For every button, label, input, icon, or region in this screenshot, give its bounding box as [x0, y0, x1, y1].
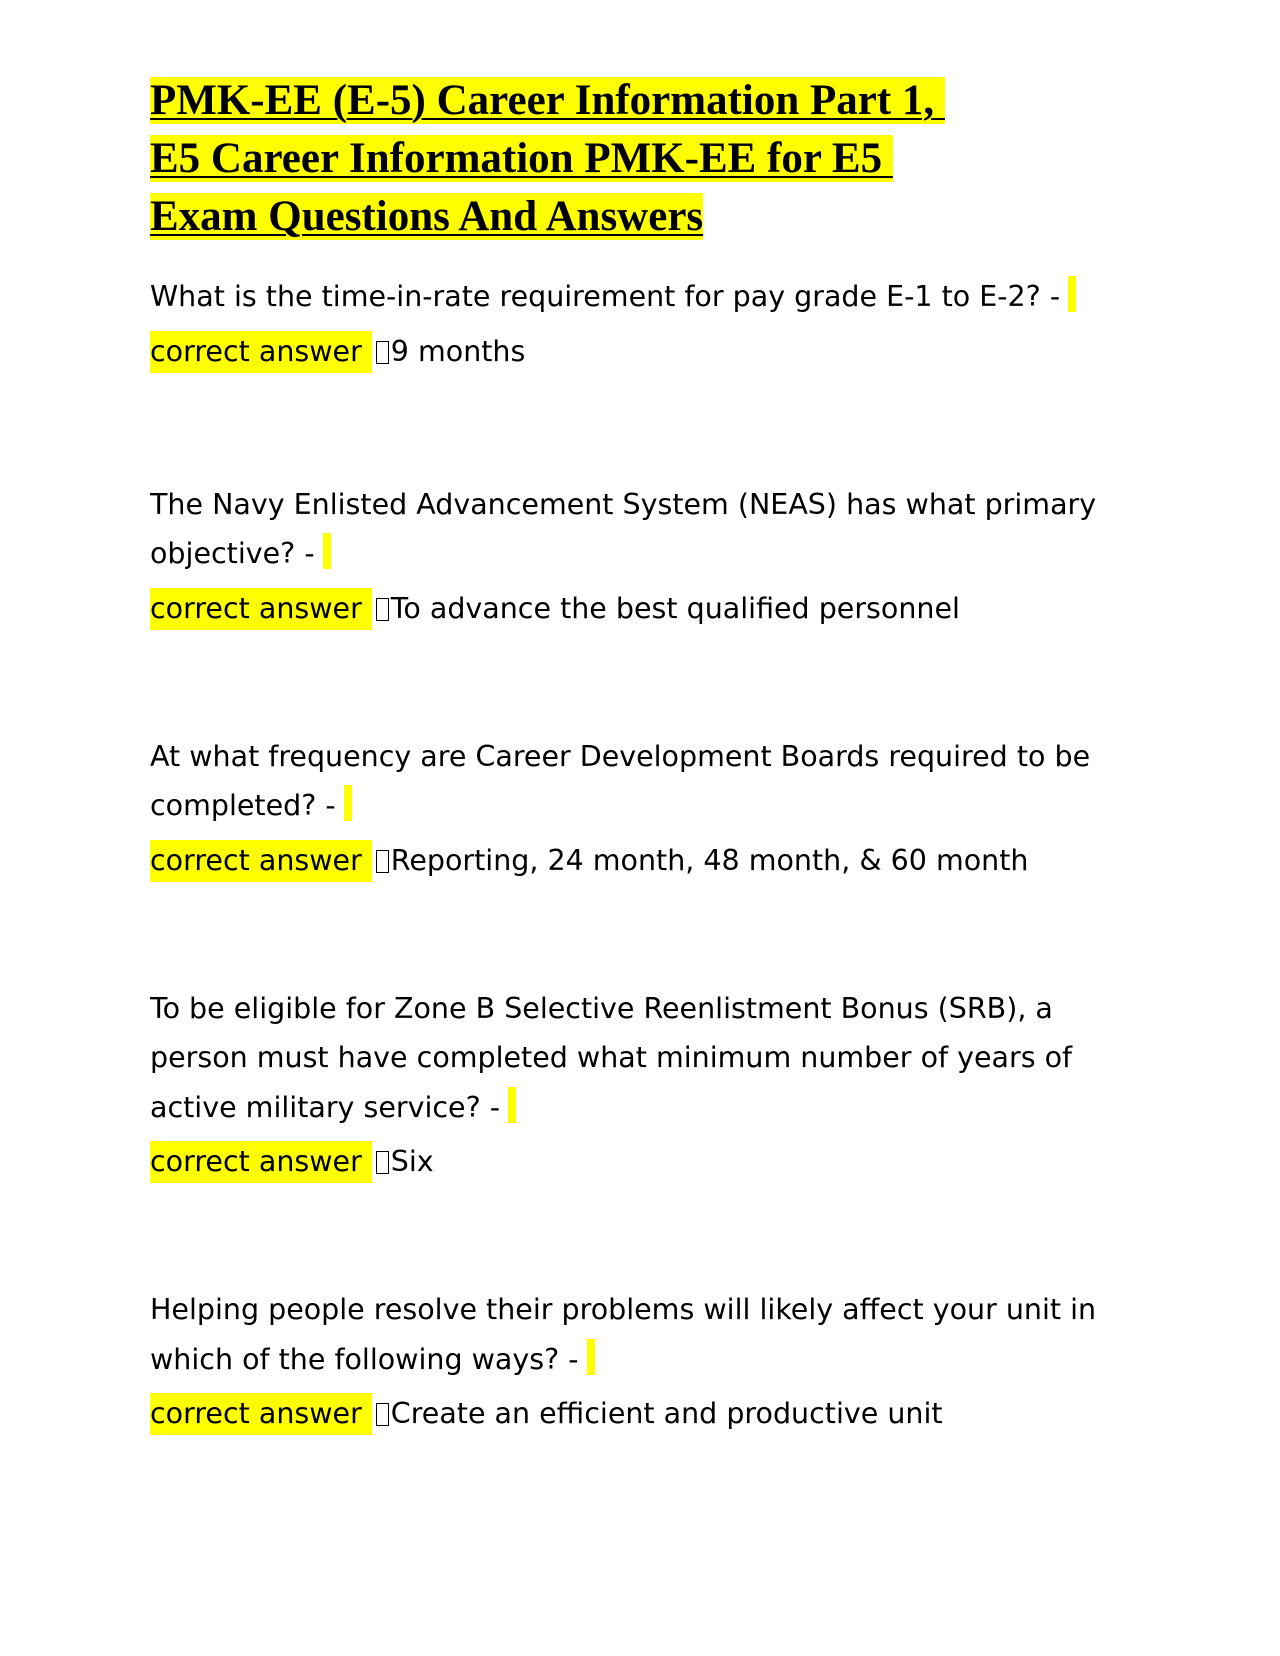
qa-item — [150, 732, 1130, 886]
qa-item — [150, 1285, 1130, 1439]
answer — [150, 327, 1130, 377]
question — [150, 1285, 1130, 1384]
answer-label: correct answer — [150, 1393, 372, 1435]
title-line: E5 Career Information PMK-EE for E5 — [150, 135, 893, 182]
answer-text: Reporting, 24 month, 48 month, & 60 month — [390, 843, 1029, 877]
question-line: At what frequency are Career Development Boards required to be — [150, 739, 1091, 773]
qa-item — [150, 272, 1130, 377]
missing-glyph-box-icon — [376, 598, 389, 621]
answer-text: Create an efficient and productive unit — [390, 1397, 943, 1430]
highlight-mark — [344, 785, 352, 821]
missing-glyph-box-icon — [376, 850, 389, 873]
title-line: Exam Questions And Answers — [150, 193, 704, 240]
title-line: PMK-EE (E-5) Career Information Part 1, — [150, 77, 945, 124]
answer-text: 9 months — [390, 334, 526, 368]
missing-glyph-box-icon — [376, 341, 389, 364]
highlight-mark — [1068, 276, 1076, 312]
question — [150, 984, 1130, 1133]
document-page — [150, 72, 1130, 1439]
answer-text: To advance the best qualified personnel — [390, 591, 960, 625]
question-line: To be eligible for Zone B Selective Reenlistment Bonus (SRB), a — [150, 991, 1053, 1025]
highlight-mark — [587, 1339, 595, 1375]
answer — [150, 584, 1130, 634]
question-line: which of the following ways? - — [150, 1342, 579, 1376]
qa-item — [150, 480, 1130, 634]
missing-glyph-box-icon — [376, 1403, 389, 1426]
missing-glyph-box-icon — [376, 1151, 389, 1174]
question — [150, 732, 1130, 831]
answer-label: correct answer — [150, 840, 372, 882]
answer — [150, 836, 1130, 886]
question-line: active military service? - — [150, 1090, 501, 1124]
question-line: completed? - — [150, 789, 336, 822]
highlight-mark — [508, 1087, 516, 1123]
question-line: Helping people resolve their problems will likely affect your unit in — [150, 1293, 1097, 1326]
question-line: person must have completed what minimum number of years of — [150, 1041, 1073, 1074]
answer — [150, 1389, 1130, 1439]
answer-label: correct answer — [150, 1141, 372, 1183]
highlight-mark — [323, 533, 331, 569]
answer — [150, 1137, 1130, 1187]
question — [150, 272, 1130, 322]
document-title — [150, 72, 1130, 246]
qa-list — [150, 272, 1130, 1439]
question — [150, 480, 1130, 579]
answer-text: Six — [390, 1145, 434, 1178]
question-line: What is the time-in-rate requirement for pay grade E-1 to E-2? - — [150, 280, 1061, 313]
answer-label: correct answer — [150, 331, 372, 373]
question-line: objective? - — [150, 537, 315, 570]
question-line: The Navy Enlisted Advancement System (NEAS) has what primary — [150, 487, 1097, 521]
answer-label: correct answer — [150, 588, 372, 630]
qa-item — [150, 984, 1130, 1188]
